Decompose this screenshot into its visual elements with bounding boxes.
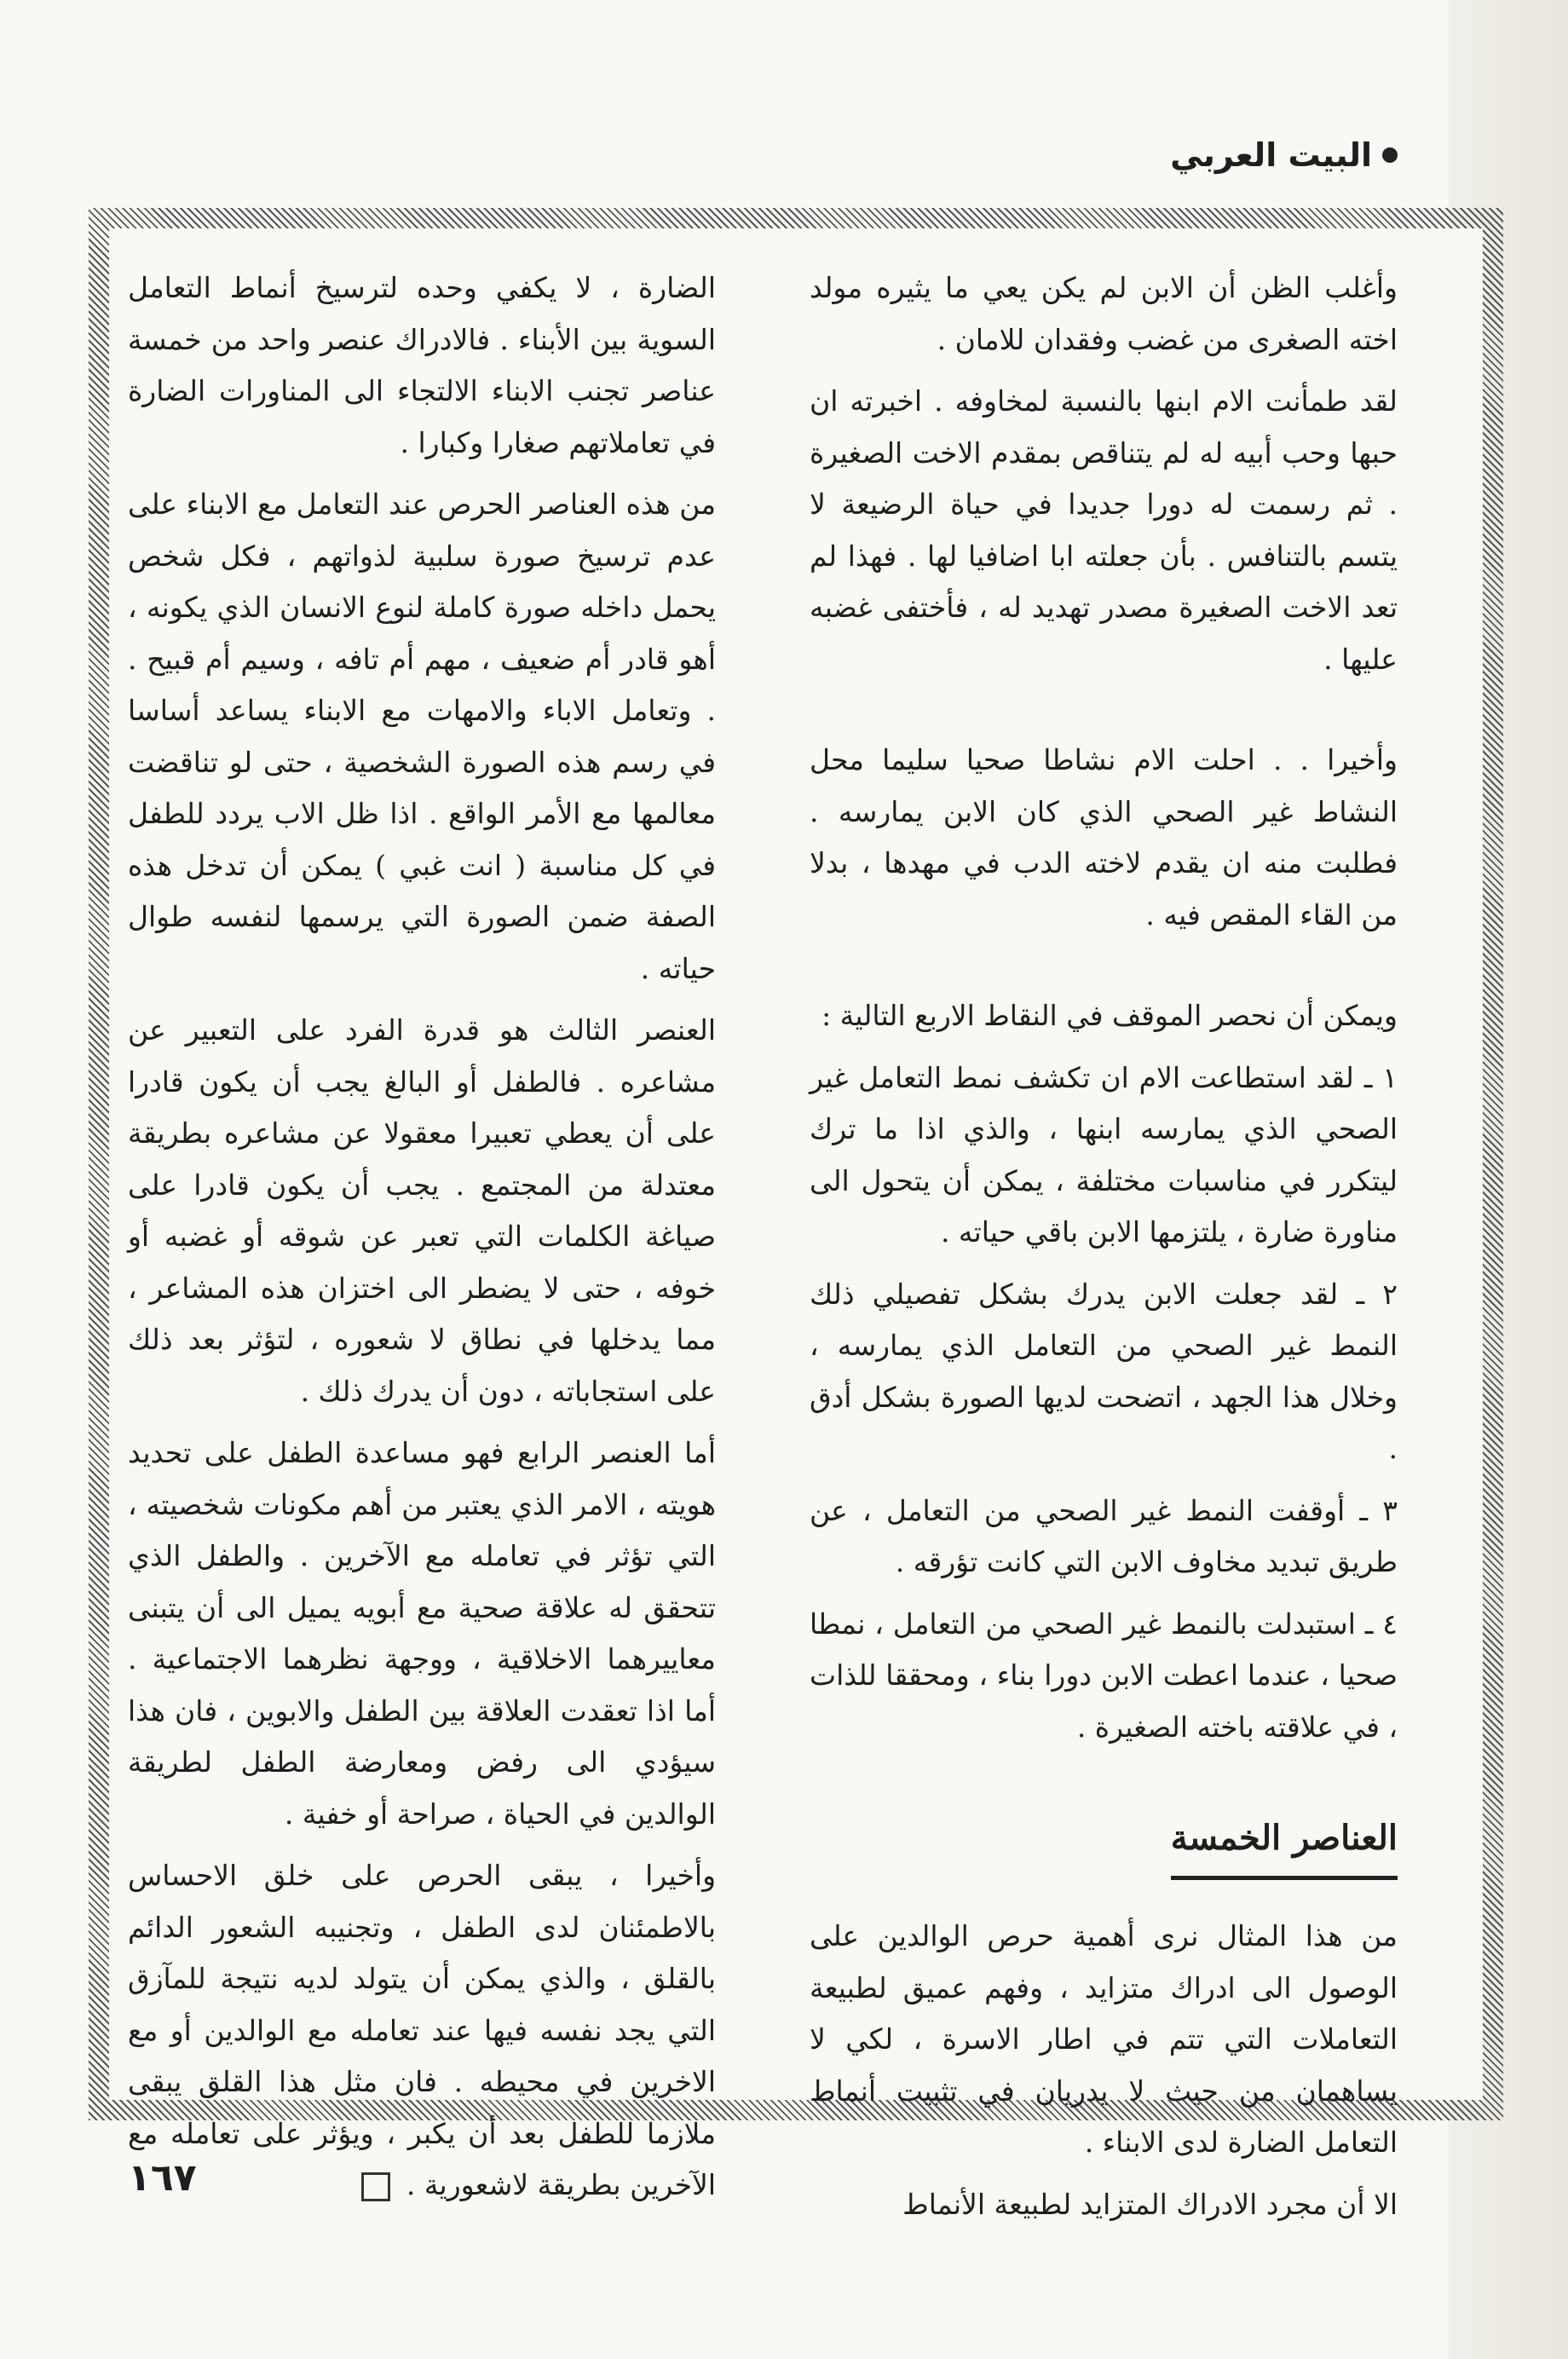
paragraph: الضارة ، لا يكفي وحده لترسيخ أنماط التعامل السوية بين الأبناء . فالادراك عنصر واحد من خمسة عناصر تجنب الابناء الالتجاء الى المناورات الضارة في تعاملاتهم صغارا وكبارا . (128, 271, 716, 459)
paragraph: ويمكن أن نحصر الموقف في النقاط الاربع التالية : (821, 999, 1398, 1032)
section-title: العناصر الخمسة (1171, 1813, 1398, 1880)
paragraph-text: وأخيرا ، يبقى الحرص على خلق الاحساس بالاطمئنان لدى الطفل ، وتجنيبه الشعور الدائم بالقلق ، والذي يمكن أن يتولد لديه نتيجة للمآزق التي يجد نفسه فيها عند تعامله مع الوالدين أو مع الاخرين في محيطه . فان مثل هذا القلق يبقى ملازما للطفل بعد أن يكبر ، ويؤثر على تعامله مع الآخرين بطريقة لاشعورية . (128, 1859, 716, 2201)
paragraph: العنصر الثالث هو قدرة الفرد على التعبير عن مشاعره . فالطفل أو البالغ يجب أن يكون قادرا على أن يعطي تعبيرا معقولا عن مشاعره بطريقة معتدلة من المجتمع . يجب أن يكون قادرا على صياغة الكلمات التي تعبر عن شوقه أو غضبه أو خوفه ، حتى لا يضطر الى اختزان هذه المشاعر ، مما يدخلها في نطاق لا شعوره ، لتؤثر بعد ذلك على استجاباته ، دون أن يدرك ذلك . (128, 1013, 716, 1408)
paragraph: أما العنصر الرابع فهو مساعدة الطفل على تحديد هويته ، الامر الذي يعتبر من أهم مكونات شخصيته ، التي تؤثر في تعامله مع الآخرين . والطفل الذي تتحقق له علاقة صحية مع أبويه يميل الى أن يتبنى معاييرهما الاخلاقية ، ووجهة نظرهما الاجتماعية . أما اذا تعقدت العلاقة بين الطفل والابوين ، فان هذا سيؤدي الى رفض ومعارضة الطفل لطريقة الوالدين في الحياة ، صراحة أو خفية . (128, 1436, 716, 1831)
page-number: ١٦٧ (128, 2156, 197, 2200)
running-title: البيت العربي (1170, 136, 1372, 174)
paragraph: الا أن مجرد الادراك المتزايد لطبيعة الأنماط (902, 2187, 1398, 2221)
paragraph: وأخيرا . . احلت الام نشاطا صحيا سليما محل النشاط غير الصحي الذي كان الابن يمارسه . فطلبت منه ان يقدم لاخته الدب في مهدها ، بدلا من القاء المقص فيه . (810, 743, 1398, 931)
list-item: ٤ ـ استبدلت بالنمط غير الصحي من التعامل ، نمطا صحيا ، عندما اعطت الابن دورا بناء ، ومحققا للذات ، في علاقته باخته الصغيرة . (810, 1606, 1398, 1744)
paragraph: من هذه العناصر الحرص عند التعامل مع الابناء على عدم ترسيخ صورة سلبية لذواتهم ، فكل شخص يحمل داخله صورة كاملة لنوع الانسان الذي يكونه ، أهو قادر أم ضعيف ، مهم أم تافه ، وسيم أم قبيح . . وتعامل الاباء والامهات مع الابناء يساعد أساسا في رسم هذه الصورة الشخصية ، حتى لو تناقضت معالمها مع الأمر الواقع . اذا ظل الاب يردد للطفل في كل مناسبة ( انت غبي ) يمكن أن تدخل هذه الصفة ضمن الصورة التي يرسمها لنفسه طوال حياته . (128, 487, 716, 985)
list-item: ١ ـ لقد استطاعت الام ان تكشف نمط التعامل غير الصحي الذي يمارسه ابنها ، والذي اذا ما ترك ليتكرر في مناسبات مختلفة ، يمكن أن يتحول الى مناورة ضارة ، يلتزمها الابن باقي حياته . (810, 1060, 1398, 1249)
end-of-article-icon (361, 2172, 390, 2201)
list-item: ٢ ـ لقد جعلت الابن يدرك بشكل تفصيلي ذلك النمط غير الصحي من التعامل الذي يمارسه ، وخلال هذا الجهد ، اتضحت لديها الصورة بشكل أدق . (810, 1277, 1398, 1465)
paragraph (128, 1850, 716, 2212)
right-column (810, 262, 1398, 2221)
list-item: ٣ ـ أوقفت النمط غير الصحي من التعامل ، عن طريق تبديد مخاوف الابن التي كانت تؤرقه . (810, 1493, 1398, 1578)
running-header (1170, 136, 1398, 174)
bullet-icon (1382, 147, 1398, 163)
paragraph: وأغلب الظن أن الابن لم يكن يعي ما يثيره مولد اخته الصغرى من غضب وفقدان للامان . (810, 271, 1398, 356)
paragraph: لقد طمأنت الام ابنها بالنسبة لمخاوفه . اخبرته ان حبها وحب أبيه له لم يتناقص بمقدم الاخت الصغيرة . ثم رسمت له دورا جديدا في حياة الرضيعة لا يتسم بالتنافس . بأن جعلته ابا اضافيا لها . فهذا لم تعد الاخت الصغيرة مصدر تهديد له ، فأختفى غضبه عليها . (810, 384, 1398, 676)
paragraph: من هذا المثال نرى أهمية حرص الوالدين على الوصول الى ادراك متزايد ، وفهم عميق لطبيعة التعاملات التي تتم في اطار الاسرة ، لكي لا يساهمان من حيث لا يدريان في تثبيت أنماط التعامل الضارة لدى الابناء . (810, 1919, 1398, 2159)
